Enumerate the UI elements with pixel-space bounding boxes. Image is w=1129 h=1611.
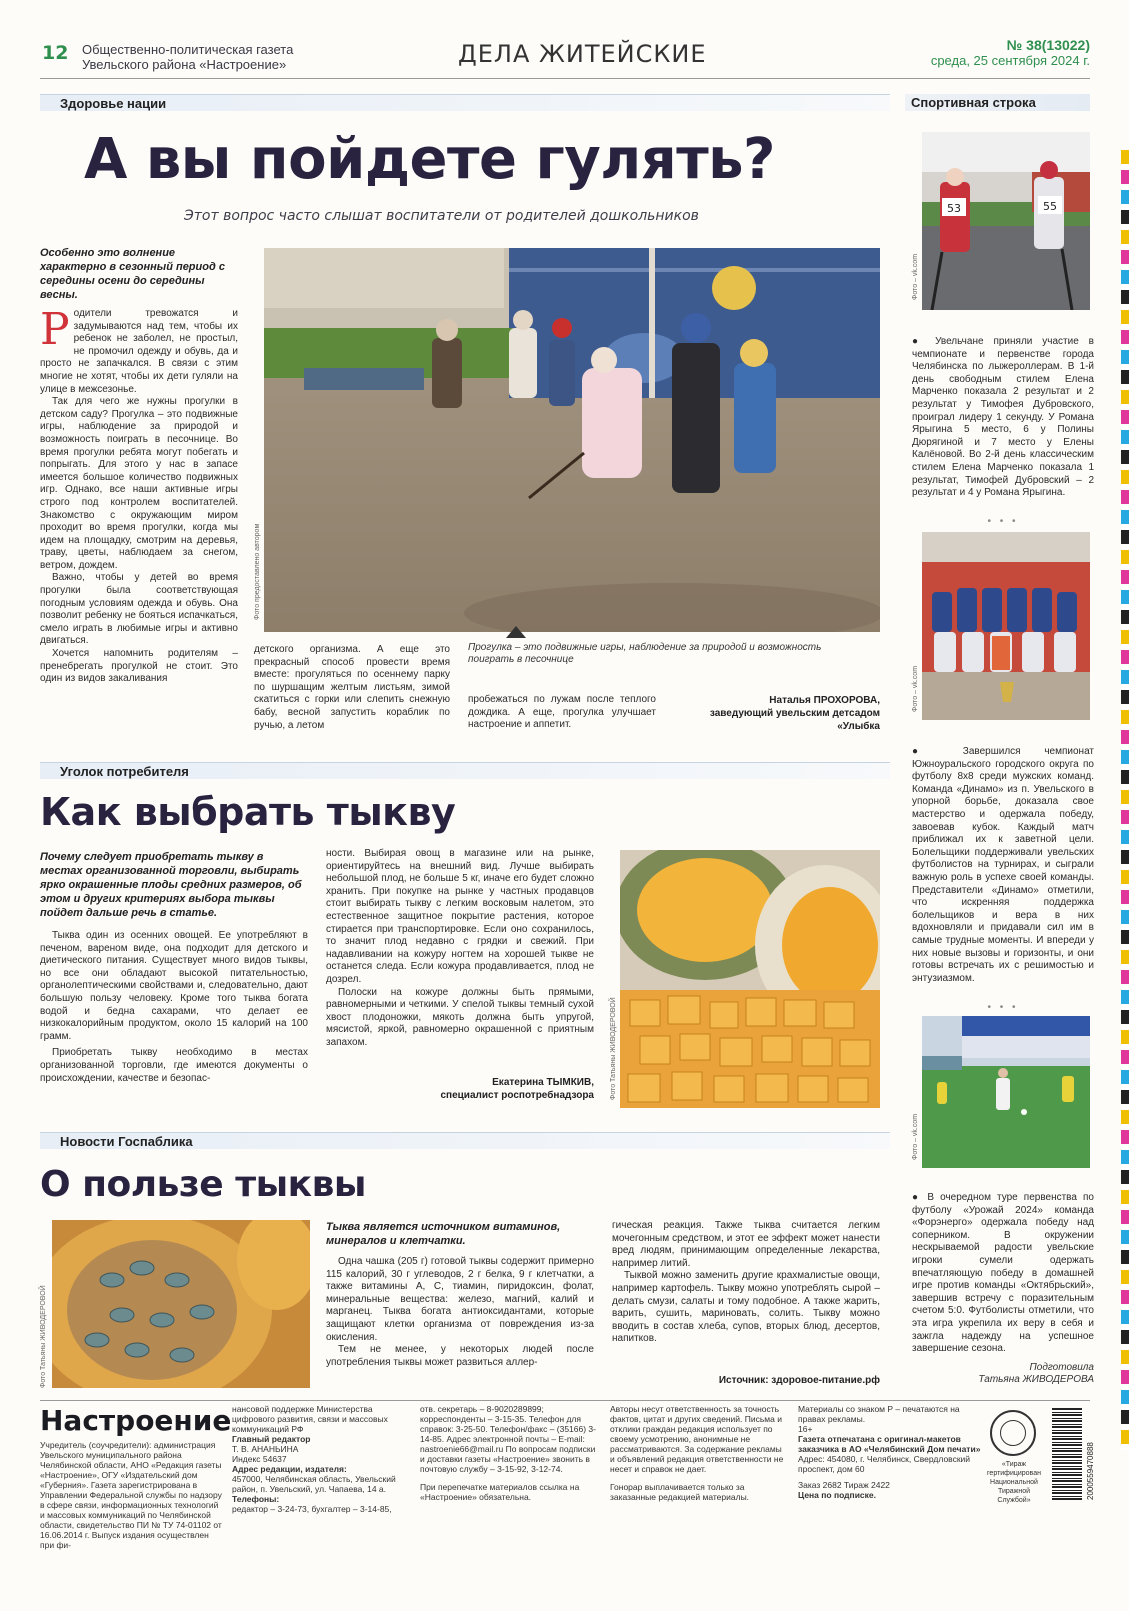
paragraph: Важно, чтобы у детей во время прогулки была соответствующая погодным условиям одежда и обувь. Она позволит ребенку не бояться испачкаться, смело играть в любимые игры и активно двигаться. — [40, 572, 238, 647]
photo-football-match — [922, 1016, 1090, 1168]
paragraph: Одна чашка (205 г) готовой тыквы содержит примерно 115 калорий, 30 г углеводов, 2 г белка, 9 г клетчатки, а также витамины А, С, тиамин, пиридоксин, фолат, минеральные вещества: железо, магний, калий и марганец. Тыква богата антиоксидантами, которые защищают клетки организма от повреждения из-за окисления. — [326, 1256, 594, 1343]
separator-dots: • • • — [987, 1002, 1019, 1013]
imprint-rule — [40, 1400, 1090, 1401]
sport-item-rollerski: ● Увельчане приняли участие в чемпионате и первенстве города Челябинска по лыжероллерам. В 1-й день свободным стилем Елена Марченко показала 2 результат и 2 результат у Тимофея Дубровского, проиграл лидеру 1 секунду. У Романа Ярыгина 5 место, 6 у Полины Дюрягиной и 7 место у Елены Калёновой. Во 2-й день классическим стилем Елена Марченко показала 1 результат, Тимофей Дубровский – 2 результат и 4 у Романа Ярыгина. — [912, 336, 1094, 499]
imprint-responsibility: Авторы несут ответственность за точность фактов, цитат и других сведений. Письма и отклики граждан редакция использует по своему усмотрению, анонимные не рассматриваются. За содержание рекламы и объявлений редакция ответственности не несет и справок не дает. Гонорар выплачивается только за заказанные редакцией материалы. — [610, 1404, 784, 1502]
paragraph: ности. Выбирая овощ в магазине или на рынке, ориентируйтесь на внешний вид. Лучше выбирать небольшой плод, не больше 5 кг, иначе его будет сложно хранить. При покупке на рынке у частных продавцов стоит выбирать тыкву с легким восковым налетом, это естественное защитное покрытие растения, которое стирается при транспортировке. Если оно сохранилось, то значит плод недавно с грядки и свежий. При надавливании на кожуру ногтем на хорошей тыкве не останется следа. Если кожура продавливается, плод не дозрел. — [326, 848, 594, 985]
paragraph: Так для чего же нужны прогулки в детском саду? Прогулка – это подвижные игры, наблюдение за природой и возможность поиграть в песочнице. Во время прогулки ребята могут побегать и попрыгать. Для этого у нас в запасе имеется большое количество подвижных игр. Однако, все наши активные игры строго под контролем воспитателей. Знакомство с окружающим миром проходит во время прогулки, когда мы идем на площадку, смотрим на деревья, траву, цветы, наблюдаем за снегом, ветром, дождем. — [40, 396, 238, 571]
separator-dots: • • • — [987, 516, 1019, 527]
rubric-health: Здоровье нации — [40, 94, 890, 111]
photo-children-playing — [264, 248, 880, 632]
imprint-editor: нансовой поддержке Министерства цифрового развития, связи и массовых коммуникаций РФ Главный редактор Т. В. АНАНЬИНА Индекс 54637 Адрес редакции, издателя: 457000, Челябинская область, Увельский район, п. Увельский, ул. Чапаева, 14 а. Телефоны: редактор – 3-24-73, бухгалтер – 3-14-85, — [232, 1404, 396, 1514]
article1-author: Наталья ПРОХОРОВА, заведующий увельским детсадом «Улыбка — [709, 695, 880, 732]
circulation-stamp-icon — [990, 1410, 1036, 1456]
article1-col1 — [40, 246, 238, 686]
photo-credit: Фото – vk.com — [912, 1113, 919, 1160]
dropcap: Р — [40, 304, 70, 355]
sport-item-football: ● Завершился чемпионат Южноуральского городского округа по футболу 8х8 среди мужских команд. Команда «Динамо» из п. Увельского в упорной борьбе, доказала свое мастерство и одержала победу, завоевав кубок. Каждый матч приближал их к заветной цели. Болельщики поддерживали увельских футболистов на турнирах, и сыграли важную роль в успехе своей команды. Представители «Динамо» отметили, что искренняя поддержка болельщиков и вера в них вдохновляли и придавали сил им в самые трудные моменты. И впереди у них новые вызовы и горизонты, и они готовы встречать их с решимостью и энтузиазмом. — [912, 746, 1094, 984]
article2-lead: Почему следует приобретать тыкву в местах организованной торговли, выбирать ярко окрашенные плоды средних размеров, об этом и других критериях выбора тыквы пойдет дальше речь в статье. — [40, 851, 302, 919]
paragraph: Хочется напомнить родителям – пренебрегать прогулкой не стоит. Это один из видов закаливания — [40, 648, 238, 685]
rubric-sport: Спортивная строка — [905, 94, 1090, 111]
seeds-scene — [52, 1220, 310, 1388]
article2-col1 — [40, 850, 308, 1085]
imprint-founders: Учредитель (соучредители): администрация Увельского муниципального района Челябинской области, АНО «Редакция газеты «Настроение», ОГУ «Издательский дом «Губерния». Газета зарегистрирована в Управлении Федеральной службы по надзору в сфере связи, информационных технологий и массовых коммуникаций по Челябинской области, свидетельство ПИ № ТУ 74-01102 от 16.06.2014 г. Выпуск издания осуществлен при фи- — [40, 1440, 222, 1550]
page-header — [40, 37, 1090, 76]
bib-number: 53 — [947, 202, 961, 215]
sport-signature: Подготовила Татьяна ЖИВОДЕРОВА — [978, 1362, 1094, 1385]
article1-col2: детского организма. А еще это прекрасный способ провести время вместе: прогуляться по осеннему парку по шуршащим желтым листьям, зимой скатиться с горки или слепить снежную бабу, весной запустить кораблик по ручью, а летом — [254, 644, 450, 731]
pumpkin-scene — [620, 850, 880, 1108]
rubric-gospublic: Новости Госпаблика — [40, 1132, 890, 1149]
kids-scene — [264, 248, 880, 632]
article3-source: Источник: здоровое-питание.рф — [718, 1375, 880, 1386]
article2-author: Екатерина ТЫМКИВ, специалист роспотребнадзора — [440, 1077, 594, 1101]
article1-title: А вы пойдете гулять? — [84, 127, 776, 192]
article2-col2 — [326, 848, 594, 1050]
color-calibration-strip — [1121, 150, 1129, 1450]
barcode-number: 2000559470888 — [1086, 1442, 1095, 1500]
rollerski-scene — [922, 132, 1090, 310]
paragraph: Тыквой можно заменить другие крахмалистые овощи, например картофель. Тыкву можно употреблять сырой – делать смузи, салаты и тому подобное. А также жарить, варить, сушить, мариновать, солить. Тыкву можно вводить в состав хлеба, супов, вторых блюд, десертов, напитков. — [612, 1270, 880, 1345]
barcode-icon — [1052, 1408, 1082, 1500]
imprint-printer: Материалы со знаком Р – печатаются на правах рекламы. 16+ Газета отпечатана с оригинал-макетов заказчика в АО «Челябинский Дом печати» Адрес: 454080, г. Челябинск, Свердловский проспект, дом 60 Заказ 2682 Тираж 2422 Цена по подписке. — [798, 1404, 981, 1500]
article1-caption: Прогулка – это подвижные игры, наблюдение за природой и возможность поиграть в песочнице — [468, 642, 822, 665]
photo-credit: Фото Татьяны ЖИВОДЕРОВОЙ — [610, 997, 617, 1100]
rubric-consumer: Уголок потребителя — [40, 762, 890, 779]
paragraph: Тем не менее, у некоторых людей после употребления тыквы может развиться аллер- — [326, 1344, 594, 1368]
match-scene — [922, 1016, 1090, 1168]
stamp-caption: «Тираж гертифицирован Национальной Тиражной Службой» — [987, 1461, 1041, 1504]
header-rule — [40, 78, 1090, 79]
team-scene — [922, 532, 1090, 720]
page-number: 12 — [42, 42, 69, 64]
article3-title: О пользе тыквы — [40, 1164, 366, 1205]
section-title: ДЕЛА ЖИТЕЙСКИЕ — [458, 40, 707, 68]
publication-name: Общественно-политическая газета Увельского района «Настроение» — [82, 42, 294, 72]
photo-credit: Фото – vk.com — [912, 253, 919, 300]
photo-credit: Фото – vk.com — [912, 665, 919, 712]
bib-number: 55 — [1043, 200, 1057, 213]
sport-item-urozhai: ● В очередном туре первенства по футболу «Урожай 2024» команда «Форэнерго» одержала победу над соперником. В окружении нескрываемой радости увельские игроки сумели одержать впечатляющую победу в домашней игре против команды «Октябрьский», завершив встречу с поразительным счетом 5:0. Футболисты отметили, что эта игра укрепила их веру в себя и зажгла надежду на успешное завершение сезона. — [912, 1192, 1094, 1355]
photo-pumpkin-seeds — [52, 1220, 310, 1388]
photo-credit: Фото предоставлено автором — [254, 523, 261, 620]
article1-subtitle: Этот вопрос часто слышат воспитатели от родителей дошкольников — [184, 208, 699, 224]
article3-col2 — [612, 1220, 880, 1346]
paragraph: одители тревожатся и задумываются над тем, чтобы их ребенок не заболел, не простыл, не промочил одежду и обувь, да и просто не запачкался. В связи с этим многие не хотят, чтобы их дети гуляли на улице в межсезонье. — [40, 308, 238, 395]
issue-date: среда, 25 сентября 2024 г. — [930, 53, 1090, 68]
photo-credit: Фото Татьяны ЖИВОДЕРОВОЙ — [40, 1285, 47, 1388]
paragraph: гическая реакция. Также тыква считается легким мочегонным средством, и этот ее эффект может нанести вред людям, принимающим определенные лекарства, например литий. — [612, 1220, 880, 1269]
article2-title: Как выбрать тыкву — [40, 790, 456, 834]
paragraph: Приобретать тыкву необходимо в местах организованной торговли, где имеются документы о происхождении, качестве и безопас- — [40, 1047, 308, 1084]
imprint-logo: Настроение — [40, 1404, 232, 1437]
issue-number: № 38(13022) — [1006, 37, 1090, 53]
paragraph: Тыква один из осенних овощей. Ее употребляют в печеном, вареном виде, она подходит для детского и диетического питания. Существует много видов тыквы, но все они обладают высокой питательностью, органолептическими свойствами и, следовательно, дают большую пользу человеку. Кроме того тыква богата водой и бедна сахарами, что делает ее низкокалорийным продуктом, около 15 калорий на 100 грамм. — [40, 930, 308, 1042]
photo-rollerskiers — [922, 132, 1090, 310]
issue-info — [870, 38, 1090, 68]
photo-pumpkin-cut — [620, 850, 880, 1108]
caption-marker — [506, 626, 526, 638]
article1-col3: пробежаться по лужам после теплого дождика. А еще, прогулка улучшает настроение и аппетит. — [468, 694, 656, 731]
article3-col1 — [326, 1220, 594, 1369]
article1-lead: Особенно это волнение характерно в сезонный период с середины осени до середины весны. — [40, 247, 225, 301]
article3-lead: Тыква является источником витаминов, минералов и клетчатки. — [326, 1221, 561, 1247]
photo-football-team — [922, 532, 1090, 720]
paragraph: Полоски на кожуре должны быть прямыми, равномерными и четкими. У спелой тыквы темный сухой хвост плодоножки, мякоть должна быть упругой, мясистой, яркой, равномерно окрашенной с приятным запахом. — [326, 986, 594, 1048]
imprint-contacts: отв. секретарь – 8-9020289899; корреспонденты – 3-15-35. Телефон для справок: 3-25-50. Телефон/факс – (35166) 3-14-85. Адрес электронной почты – E-mail: nastroenie66@mail.ru По вопросам подписки и доставки газеты «Настроение» звонить в почтовую службу – 3-15-92, 3-12-74. При перепечатке материалов ссылка на «Настроение» обязательна. — [420, 1404, 596, 1502]
